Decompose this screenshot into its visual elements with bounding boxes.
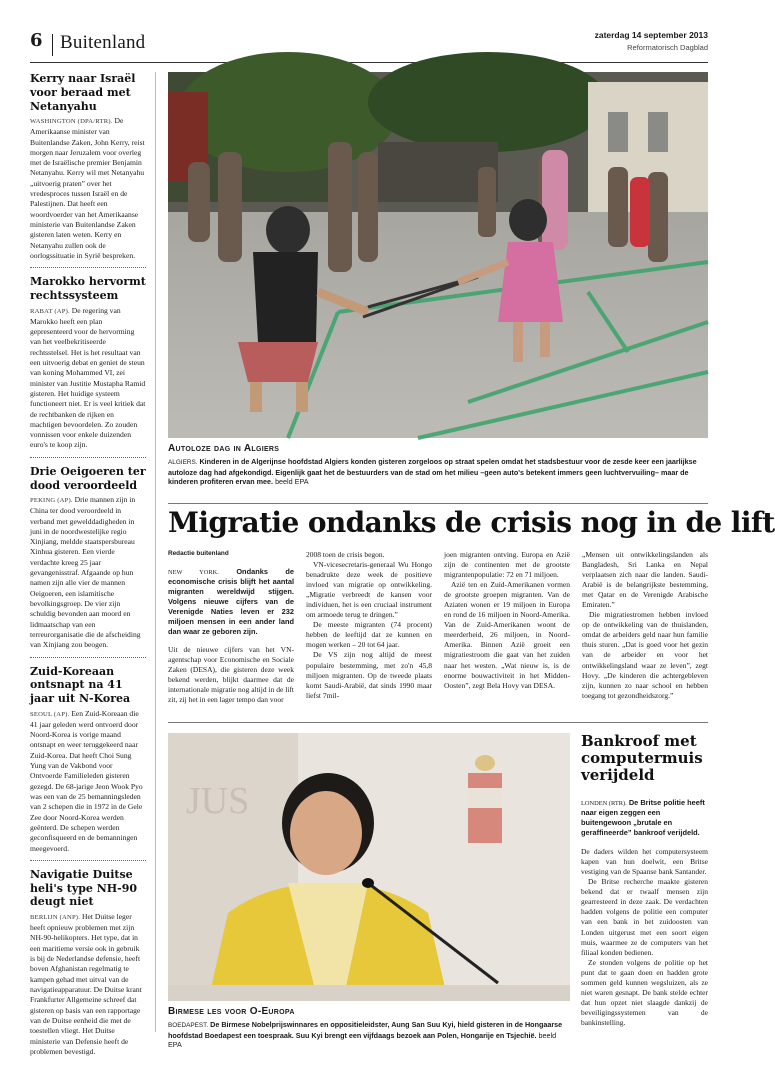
photo2-caption-body [168, 1020, 570, 1050]
brief-title: Zuid-Koreaan ontsnapt na 41 jaar uit N-Korea [30, 664, 131, 706]
main-headline: Migratie ondanks de crisis nog in de lift [168, 506, 775, 539]
page-number: 6 [30, 30, 43, 51]
brief-title: Drie Oeigoeren ter dood veroordeeld [30, 464, 146, 492]
photo-credit: beeld EPA [168, 1030, 557, 1050]
caption-location: ALGIERS. [168, 459, 198, 466]
article-paragraph: „Mensen uit ontwikkelingslanden als Bangladesh, Sri Lanka en Nepal verplaatsen zich naar die landen. Saudi-Arabië is de belangrijkste bestemming, met Qatar en de Verenigde Arabische Emiraten.” [582, 550, 708, 610]
brief-body [30, 495, 146, 650]
photo1-caption-body [168, 457, 708, 487]
issue-date: zaterdag 14 september 2013 [594, 30, 708, 40]
brief-dateline: SEOUL (AP). [30, 710, 70, 718]
article-lead [168, 567, 294, 637]
section-rule [168, 503, 708, 504]
brief-title: Kerry naar Israël voor beraad met Netanyahu [30, 72, 136, 113]
caption-title-text: Birmese les voor [168, 1006, 250, 1017]
brief-text: Het Duitse leger heeft opnieuw problemen met zijn NH-90-helikopters. Het type, dat in een maritieme versie ook in gebruik is bij de Nederlandse defensie, heeft boven Afghanistan regelmatig te kampen gehad met uitval van de navigatieapparatuur. De Duitse krant Frankfurter Allgemeine schreef dat gisteren op basis van een rapportage van de Duitse eenheid die met de toestellen vliegt. Het Duitse ministerie van Defensie heeft de problemen bevestigd. [30, 912, 142, 1056]
brief-body [30, 912, 146, 1057]
caption-text: De Birmese Nobelprijswinnares en oppositieleidster, Aung San Suu Kyi, hield gisteren in de Hongaarse hoofdstad Boedapest een toespraak. Suu Kyi brengt een vijfdaags bezoek aan Polen, Hongarije en Tsjechië. [168, 1020, 563, 1040]
bank-robbery-article [581, 733, 708, 1028]
brief-title: Marokko hervormt rechtssysteem [30, 275, 146, 303]
article-paragraph: 2008 toen de crisis begon. [306, 550, 385, 559]
page-header [30, 30, 708, 60]
brief-dateline: WASHINGTON (DPA/RTR). [30, 118, 113, 126]
algiers-photo-illustration [168, 72, 708, 438]
article-dateline: NEW YORK. [168, 568, 219, 576]
section-title: Buitenland [60, 32, 146, 53]
photo1-caption-title [168, 443, 708, 454]
brief-nh90 [30, 868, 146, 1057]
article-paragraph: Die migratiestromen hebben invloed op de ontwikkeling van de thuislanden, omdat de arbeiders geld naar hun familie thuis sturen. „Dat is goed voor het gezin van de arbeider en voor het ontwikkelingsland waar ze leven”, zegt Hovy. „De kinderen die achtergebleven zijn, kunnen zo naar school en hebben toegang tot gezondheidszorg.” [582, 610, 708, 700]
photo-credit: beeld EPA [275, 477, 309, 487]
side-lead-text: De Britse politie heeft naar eigen zeggen een buitengewoon „brutale en geraffineerde” bankroof verijdeld. [581, 797, 705, 838]
side-dateline: LONDEN (RTR). [581, 799, 627, 807]
brief-text: De regering van Marokko heeft een plan gepresenteerd voor de hervorming van het veelbekritiseerde rechtsstelsel. Het is het resultaat van een uitvoerig debat en geniet de steun van koning Mohammed VI, zei minister van Justitie Mustapha Ramid gisteren. Het huidige systeem functioneert niet. Er is veel kritiek dat de rechtbanken de rijken en machtigen bevoordelen. Zo zouden vonnissen voor enkele duizenden euro's te koop zijn. [30, 305, 146, 450]
side-headline: Bankroof met computermuis verijdeld [581, 732, 703, 784]
brief-separator [30, 860, 146, 861]
article-paragraph: Ze stonden volgens de politie op het punt dat te gaan doen en hadden grote sommen geld kunnen wegsluizen, als ze niet waren gesnapt. De bank stelde echter dat hun opzet niet slaagde dankzij de beveiligingssystemen van de bankinstelling. [581, 957, 708, 1027]
caption-title-place: O-Europa [249, 1006, 295, 1017]
column-rule [155, 72, 156, 1032]
article-lead-text: Ondanks de economische crisis blijft het aantal migranten wereldwijd stijgen. Volgens nieuwe cijfers van de Verenigde Naties leven er 232 miljoen mensen in een ander land dan waar ze geboren zijn. [168, 566, 294, 636]
caption-location: BOEDAPEST. [168, 1022, 209, 1029]
brief-dateline: PEKING (AP). [30, 497, 73, 505]
photo2-caption [168, 1006, 570, 1050]
article-paragraph: De VS zijn nog altijd de meest populaire bestemming, met zo'n 45,8 miljoen migranten. Op de tweede plaats komt Saudi-Arabië, dat sinds 1990 maar liefst 7mil- [306, 650, 432, 700]
brief-text: Een Zuid-Koreaan die 41 jaar geleden werd ontvoerd door Noord-Korea is vorige maand ontsnapt en weer teruggekeerd naar Zuid-Korea. Dat heeft Choi Sung Yung van de Vakbond voor Ontvoerde Familieleden gisteren gezegd. De 68-jarige Jeon Wook Pyo was een van de 25 bemanningsleden van 2 schepen die in 1972 in de Gele Zee door Noord-Korea werden geënterd. De schepen werden geconfisqueerd en de bemanningen meegevoerd. [30, 708, 143, 853]
brief-separator [30, 267, 146, 268]
suu-kyi-photo-illustration [168, 733, 570, 1001]
article-paragraph: Uit de nieuwe cijfers van het VN-agentschap voor Economische en Sociale Zaken (DESA), die gisteren deze week bekend werden, blijkt daarmee dat de internationale migratie nog altijd in de lift zit, zij het in een lager tempo dan voor [168, 644, 294, 704]
brief-kerry [30, 72, 146, 261]
photo1-caption [168, 443, 708, 487]
brief-body [30, 709, 146, 854]
article-byline: Redactie buitenland [168, 550, 229, 557]
photo2-caption-title [168, 1006, 570, 1017]
article-column-2 [306, 550, 432, 701]
header-rule [30, 62, 708, 63]
brief-body [30, 306, 146, 451]
backdrop-text: JUS [186, 780, 250, 822]
caption-text: Kinderen in de Algerijnse hoofdstad Algiers konden gisteren zorgeloos op straat spelen omdat het stadsbestuur voor de zesde keer een jaarlijkse autoloze dag had afgekondigd. Eigenlijk gaat het de bestuurders van de stad om het milieu –geen auto's betekent immers geen luchtvervuiling– maar de kinderen profiteren ervan mee. [168, 457, 697, 487]
article-paragraph: De meeste migranten (74 procent) hebben de leeftijd dat ze kunnen en mogen werken – 20 tot 64 jaar. [306, 620, 432, 650]
article-column-3 [444, 550, 570, 691]
suu-kyi-photo [168, 733, 570, 1001]
article-paragraph: VN-vicesecretaris-generaal Wu Hongo benadrukte deze week de positieve invloed van migratie op ontwikkeling. „Migratie verbreedt de kansen voor individuen, het is een cruciaal instrument om armoede terug te dringen.” [306, 560, 432, 620]
newspaper-name: Reformatorisch Dagblad [627, 43, 708, 52]
caption-title-place: Algiers [243, 443, 280, 454]
article-paragraph: De Britse recherche maakte gisteren bekend dat er twaalf mensen zijn gearresteerd in deze zaak. De verdachten hadden volgens de politie een computer van een bank in het zuidoosten van Londen uitgerust met een soort eigen muis, waarmee ze de computers van het filiaal konden bedienen. [581, 877, 708, 957]
article-column-1 [168, 550, 294, 705]
side-lead [581, 798, 708, 838]
brief-zuid-koreaan [30, 665, 146, 854]
migration-article [168, 550, 708, 710]
brief-title: Navigatie Duitse heli's type NH-90 deugt niet [30, 867, 138, 909]
caption-title-text: Autoloze dag in [168, 443, 244, 454]
algiers-fencing-photo [168, 72, 708, 438]
article-column-4 [582, 550, 708, 701]
brief-separator [30, 657, 146, 658]
brief-body [30, 116, 146, 261]
brief-marokko [30, 275, 146, 451]
header-divider [52, 34, 53, 56]
brief-separator [30, 457, 146, 458]
article-paragraph: De daders wilden het computersysteem kapen van hun doelwit, een Britse vestiging van de Spaanse bank Santander. [581, 847, 708, 877]
news-briefs-column [30, 72, 146, 1056]
brief-text: De Amerikaanse minister van Buitenlandse Zaken, John Kerry, reist morgen naar Jeruzalem voor overleg met de Israëlische premier Benjamin Netanyahu. Kerry wil met Netanyahu „uitvoerig praten” over het vredesproces tussen Israël en de Palestijnen. Dat heeft een woordvoerder van het Amerikaanse ministerie van Buitenlandse Zaken gisteren laten weten. Kerry en Netanyahu zullen ook de oorlogssituatie in Syrië bespreken. [30, 116, 145, 260]
brief-oeigoeren [30, 465, 146, 651]
side-body [581, 847, 708, 1028]
section-rule [168, 722, 708, 723]
article-paragraph: Azië ten en Zuid-Amerikanen vormen de grootste groepen migranten. Van de Aziaten wonen er 19 miljoen in Europa en rond de 16 miljoen in Noord-Amerika. Van de Zuid-Amerikanen woont de meerderheid, 26 miljoen, in Noord-Amerika. Binnen Azië groeit een migratiestroom die gaat van het zuiden naar het westen. „Wat nieuw is, is de enorme bouwactiviteit in het Midden-Oosten”, zegt Bela Hovy van DESA. [444, 580, 570, 690]
brief-text: Drie mannen zijn in China ter dood veroordeeld in verband met gewelddadigheden in juni in de noordwestelijke regio Xinjiang, meldde staatspersbureau Xinhua gisteren. Een vierde verdachte kreeg 25 jaar gevangenisstraf. Afgaande op hun namen zijn alle vier de mannen Oeigoeren, een islamitische bevolkingsgroep. De vier zijn schuldig bevonden aan moord en lidmaatschap van een terreurorganisatie die de afscheiding van Xinjiang zou beogen. [30, 495, 141, 650]
article-paragraph: joen migranten ontving. Europa en Azië zijn de continenten met de grootste migrantenpopulatie: 72 en 71 miljoen. [444, 550, 570, 580]
brief-dateline: RABAT (AP). [30, 307, 70, 315]
brief-dateline: BERLIJN (ANP). [30, 914, 81, 922]
